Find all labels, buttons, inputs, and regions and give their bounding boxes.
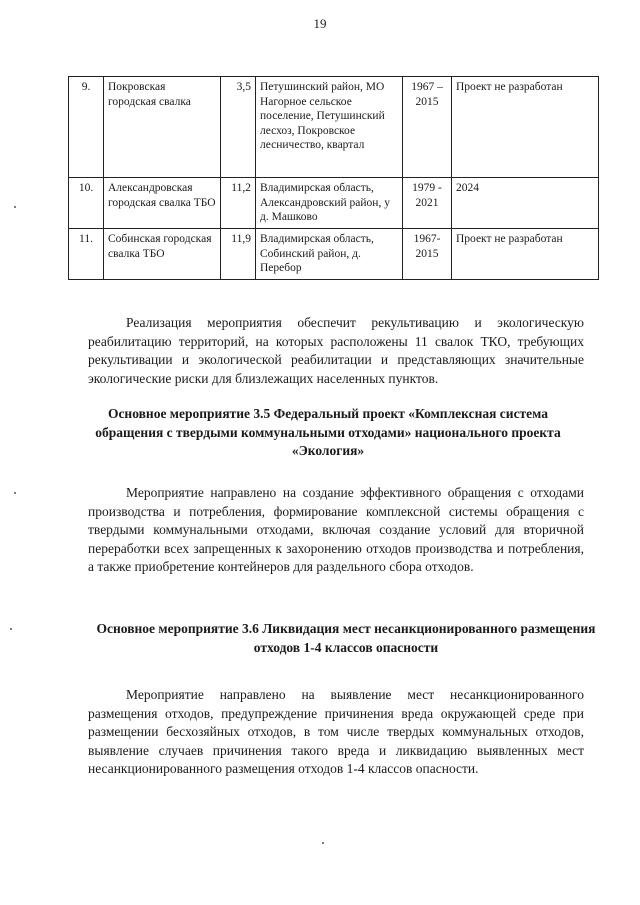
scan-speck [14, 492, 16, 494]
location-cell: Владимирская область, Александровский район, у д. Машково [256, 178, 403, 229]
landfill-name-cell: Собинская городская свалка ТБО [104, 229, 221, 280]
project-status-cell: Проект не разработан [452, 229, 599, 280]
scan-speck [14, 206, 16, 208]
table-row [69, 178, 599, 229]
area-cell: 11,9 [221, 229, 256, 280]
area-cell: 3,5 [221, 77, 256, 178]
location-cell: Петушинский район, МО Нагорное сельское поселение, Петушинский лесхоз, Покровское лесничество, квартал [256, 77, 403, 178]
years-cell: 1979 - 2021 [403, 178, 452, 229]
section-heading-3-5: Основное мероприятие 3.5 Федеральный проект «Комплексная система обращения с твердыми коммунальными отходами» национального проекта «Экология» [95, 406, 561, 459]
years-cell: 1967 – 2015 [403, 77, 452, 178]
row-number-cell: 9. [69, 77, 104, 178]
area-cell: 11,2 [221, 178, 256, 229]
landfill-name-cell: Александровская городская свалка ТБО [104, 178, 221, 229]
landfill-name-cell: Покровская городская свалка [104, 77, 221, 178]
paragraph-unauthorized-dumps: Мероприятие направлено на выявление мест несанкционированного размещения отходов, предупреждение причинения вреда окружающей среде при размещении бесхозяйных отходов, в том числе твердых коммунальных отходов, выявление случаев причинения такого вреда и ликвидацию выявленных мест несанкционированного размещения отходов 1-4 классов опасности. [88, 687, 584, 777]
row-number-cell: 10. [69, 178, 104, 229]
row-number-cell: 11. [69, 229, 104, 280]
section-heading-3-6: Основное мероприятие 3.6 Ликвидация мест несанкционированного размещения отходов 1-4 классов опасности [96, 621, 596, 655]
paragraph-rehabilitation: Реализация мероприятия обеспечит рекультивацию и экологическую реабилитацию территорий, на которых расположены 11 свалок ТКО, требующих рекультивации и экологической реабилитации и представляющих значительные экологические риски для близлежащих населенных пунктов. [88, 315, 584, 386]
table-row [69, 229, 599, 280]
paragraph-waste-management: Мероприятие направлено на создание эффективного обращения с отходами производства и потребления, формирование комплексной системы обращения с твердыми коммунальными отходами, включая создание условий для вторичной переработки всех запрещенных к захоронению отходов производства и потребления, а также приобретение контейнеров для раздельного сбора отходов. [88, 485, 584, 575]
scan-speck [10, 628, 12, 630]
years-cell: 1967- 2015 [403, 229, 452, 280]
scan-speck [322, 842, 324, 844]
project-status-cell: Проект не разработан [452, 77, 599, 178]
location-cell: Владимирская область, Собинский район, д. Перебор [256, 229, 403, 280]
landfill-table [68, 76, 599, 280]
page-number: 19 [313, 16, 327, 31]
table-row [69, 77, 599, 178]
project-status-cell: 2024 [452, 178, 599, 229]
